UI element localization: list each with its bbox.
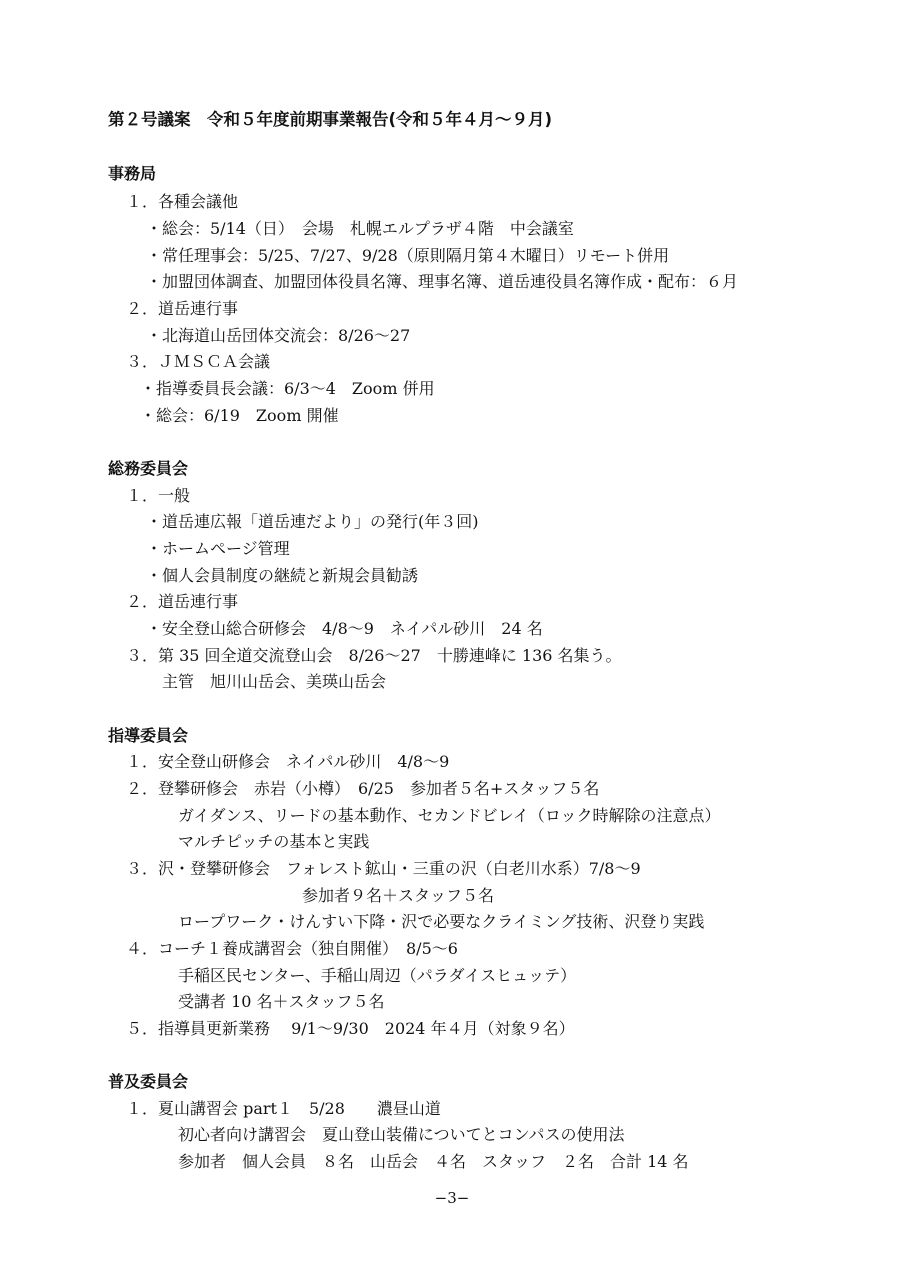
section-heading-secretariat: 事務局	[108, 164, 157, 183]
section-line: ・個人会員制度の継続と新規会員勧誘	[146, 566, 419, 585]
section-line: マルチピッチの基本と実践	[178, 832, 370, 851]
document-title: 第２号議案 令和５年度前期事業報告(令和５年４月～９月)	[108, 110, 553, 129]
section-line: 参加者９名＋スタッフ５名	[302, 886, 495, 905]
section-line: 初心者向け講習会 夏山登山装備についてとコンパスの使用法	[178, 1125, 625, 1144]
section-line: ２．道岳連行事	[126, 299, 239, 318]
section-line: ３．沢・登攀研修会 フォレスト鉱山・三重の沢（白老川水系）7/8～9	[126, 859, 641, 878]
section-line: 主管 旭川山岳会、美瑛山岳会	[162, 672, 387, 691]
section-line: ５．指導員更新業務 9/1～9/30 2024 年４月（対象９名）	[126, 1019, 575, 1038]
section-heading-instruction: 指導委員会	[108, 726, 189, 745]
section-line: １．一般	[126, 486, 191, 505]
section-line: ・安全登山総合研修会 4/8～9 ネイパル砂川 24 名	[146, 619, 543, 638]
section-line: ２．道岳連行事	[126, 592, 239, 611]
section-line: 参加者 個人会員 ８名 山岳会 ４名 スタッフ ２名 合計 14 名	[178, 1152, 689, 1171]
section-heading-promotion: 普及委員会	[108, 1072, 189, 1091]
section-line: ガイダンス、リードの基本動作、セカンドビレイ（ロック時解除の注意点）	[178, 806, 721, 825]
section-line: ・ホームページ管理	[146, 539, 290, 558]
section-line: ４．コーチ１養成講習会（独自開催） 8/5～6	[126, 939, 458, 958]
section-line: ・総会：5/14（日） 会場 札幌エルプラザ４階 中会議室	[146, 219, 574, 238]
section-line: ・北海道山岳団体交流会：8/26～27	[146, 326, 411, 345]
section-line: ロープワーク・けんすい下降・沢で必要なクライミング技術、沢登り実践	[178, 912, 705, 931]
section-line: １．安全登山研修会 ネイパル砂川 4/8～9	[126, 752, 450, 771]
section-line: １．各種会議他	[126, 192, 239, 211]
section-line: ・加盟団体調査、加盟団体役員名簿、理事名簿、道岳連役員名簿作成・配布：６月	[146, 272, 739, 291]
section-line: ・道岳連広報「道岳連だより」の発行(年３回)	[146, 512, 479, 531]
section-line: ２．登攀研修会 赤岩（小樽） 6/25 参加者５名+スタッフ５名	[126, 779, 600, 798]
section-line: ・常任理事会：5/25、7/27、9/28（原則隔月第４木曜日）リモート併用	[146, 246, 670, 265]
section-line: 受講者 10 名＋スタッフ５名	[178, 992, 385, 1011]
section-line: ・指導委員長会議：6/3～4 Zoom 併用	[140, 379, 435, 398]
section-line: 手稲区民センター、手稲山周辺（パラダイスヒュッテ）	[178, 966, 577, 985]
section-line: １．夏山講習会 part１ 5/28 濃昼山道	[126, 1099, 441, 1118]
section-line: ・総会：6/19 Zoom 開催	[140, 406, 339, 425]
section-line: ３．第 35 回全道交流登山会 8/26～27 十勝連峰に 136 名集う。	[126, 646, 622, 665]
section-heading-general-affairs: 総務委員会	[108, 459, 189, 478]
page-number: −3−	[434, 1189, 470, 1207]
section-line: ３．ＪＭＳＣＡ会議	[126, 352, 271, 371]
